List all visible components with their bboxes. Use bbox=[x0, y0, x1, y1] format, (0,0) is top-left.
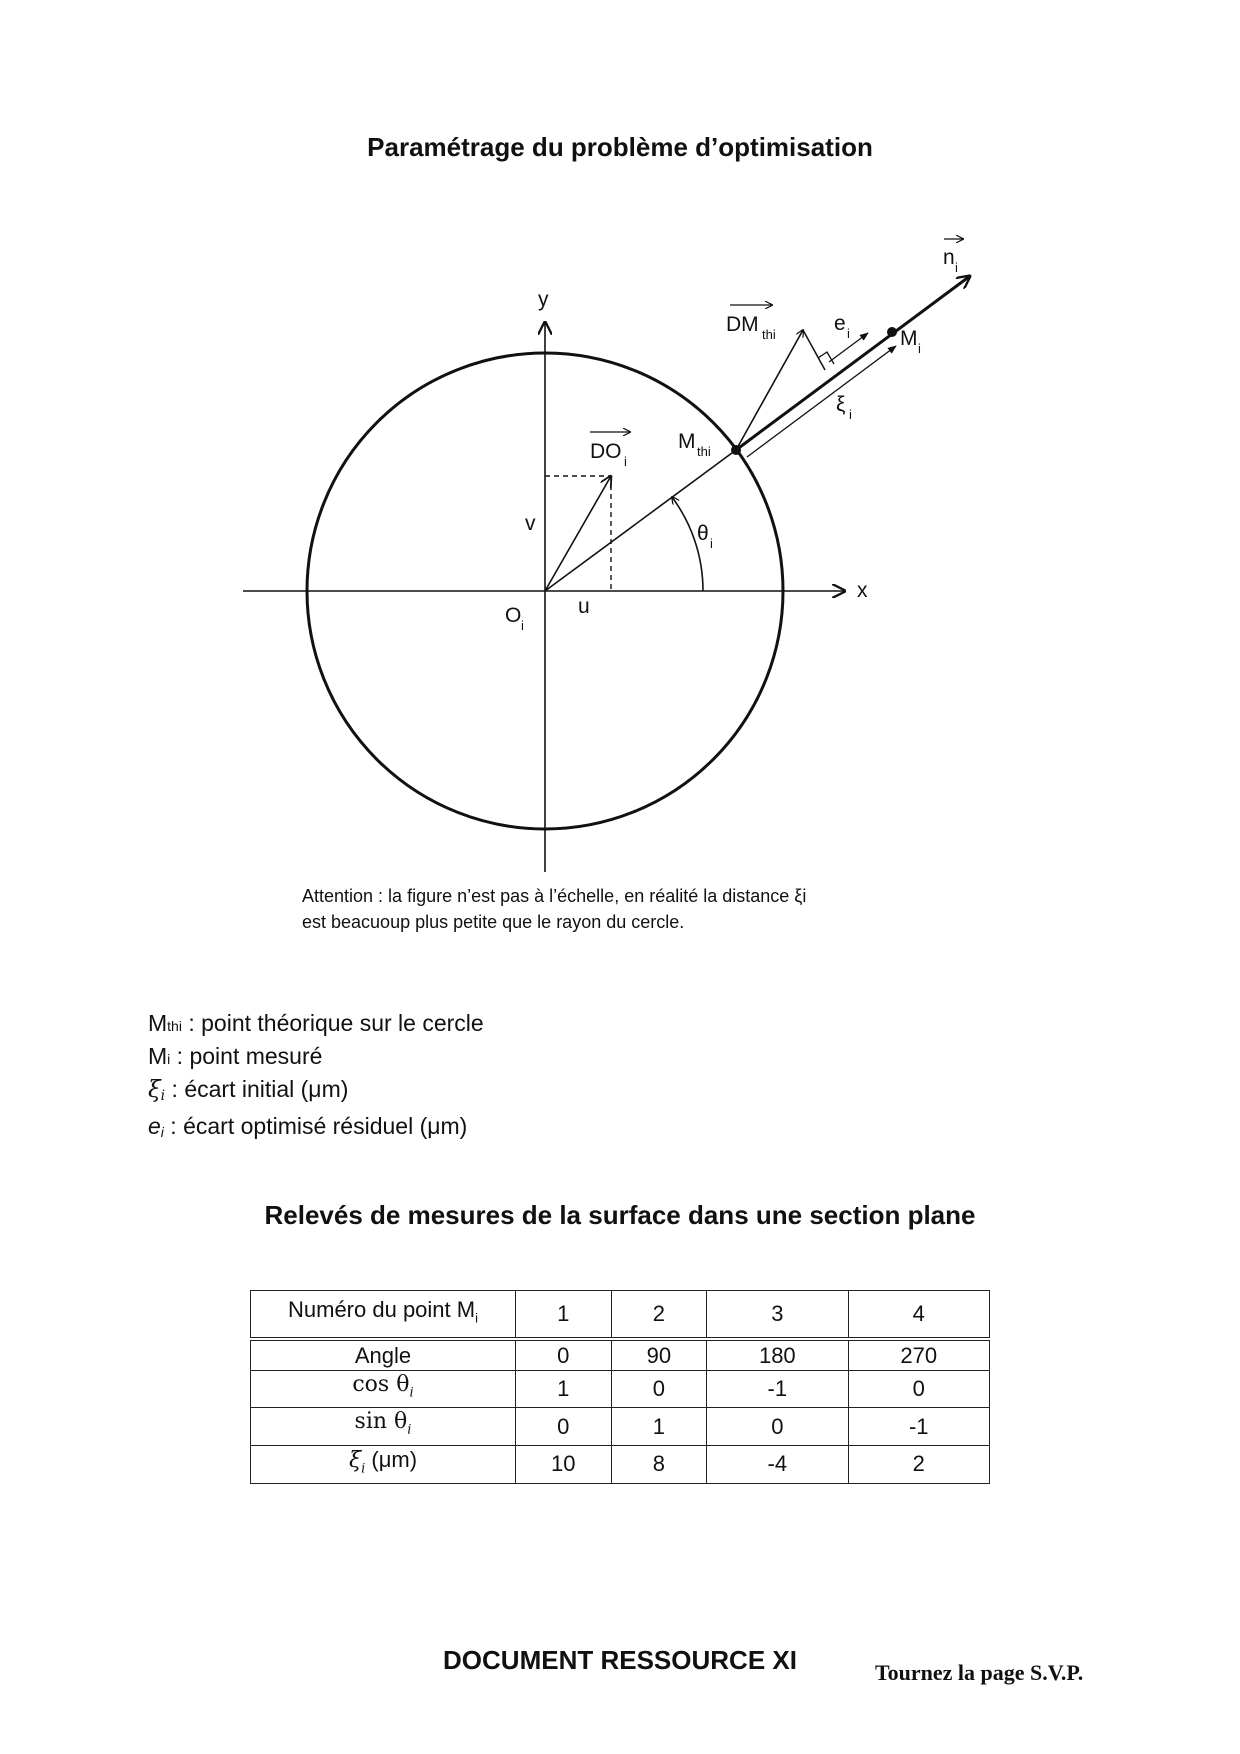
turn-page-note: Tournez la page S.V.P. bbox=[875, 1660, 1084, 1685]
label-x: x bbox=[857, 579, 868, 602]
normal-vector bbox=[736, 276, 970, 450]
legend-xi: ξi : écart initial (μm) bbox=[148, 1076, 349, 1104]
label-mth: M bbox=[678, 430, 696, 453]
table-row-xi bbox=[251, 1445, 990, 1483]
radial-line bbox=[545, 450, 736, 591]
table-cell: 10 bbox=[516, 1445, 612, 1483]
table-cell: -1 bbox=[707, 1371, 848, 1408]
label-u: u bbox=[578, 595, 590, 618]
scale-note-line-1: Attention : la figure n’est pas à l’échelle, en réalité la distance ξi bbox=[302, 886, 807, 906]
row-label-xi: $\xi_i$ (μm) bbox=[251, 1445, 516, 1483]
table-cell: -1 bbox=[848, 1408, 989, 1445]
label-xi-sub: i bbox=[849, 407, 852, 422]
label-e: e bbox=[834, 312, 846, 335]
dm-vector bbox=[736, 330, 803, 450]
header-cell: 4 bbox=[848, 1291, 989, 1340]
table-header-row bbox=[251, 1291, 990, 1340]
row-label-cos: $\cos \theta_i$ bbox=[251, 1371, 516, 1408]
do-vector bbox=[545, 476, 611, 591]
header-cell: 1 bbox=[516, 1291, 612, 1340]
legend-mthi: Mthi : point théorique sur le cercle bbox=[148, 1010, 484, 1036]
label-m-sub: i bbox=[918, 341, 921, 356]
page-title: Paramétrage du problème d’optimisation bbox=[367, 132, 873, 162]
point-mi bbox=[887, 327, 897, 337]
label-xi: ξ bbox=[836, 393, 846, 416]
label-n: n bbox=[943, 246, 955, 269]
notation-legend bbox=[148, 1008, 484, 1147]
section-title: Relevés de mesures de la surface dans une section plane bbox=[264, 1200, 976, 1230]
label-do: DO bbox=[590, 440, 622, 463]
table-cell: 0 bbox=[848, 1371, 989, 1408]
label-e-sub: i bbox=[847, 326, 850, 341]
table-cell: 0 bbox=[516, 1408, 612, 1445]
label-theta-sub: i bbox=[710, 536, 713, 551]
table-row-cos bbox=[251, 1371, 990, 1408]
legend-mi: Mi : point mesuré bbox=[148, 1043, 323, 1069]
table-cell: 8 bbox=[611, 1445, 707, 1483]
measurement-table bbox=[250, 1290, 990, 1484]
table-cell: 180 bbox=[707, 1339, 848, 1371]
label-dm-sub: thi bbox=[762, 327, 776, 342]
label-m: M bbox=[900, 327, 918, 350]
label-y: y bbox=[538, 288, 549, 311]
table-cell: 90 bbox=[611, 1339, 707, 1371]
table-cell: 1 bbox=[516, 1371, 612, 1408]
table-row-sin bbox=[251, 1408, 990, 1445]
legend-ei: ei : écart optimisé résiduel (μm) bbox=[148, 1113, 468, 1140]
table-cell: -4 bbox=[707, 1445, 848, 1483]
label-mth-sub: thi bbox=[697, 444, 711, 459]
row-label-sin: $\sin \theta_i$ bbox=[251, 1408, 516, 1445]
perpendicular-line bbox=[803, 330, 825, 370]
label-v: v bbox=[525, 512, 536, 535]
table-row-angle bbox=[251, 1339, 990, 1371]
table-cell: 0 bbox=[516, 1339, 612, 1371]
label-dm: DM bbox=[726, 313, 759, 336]
scale-note-line-2: est beacuoup plus petite que le rayon du cercle. bbox=[302, 912, 685, 932]
table-cell: 0 bbox=[707, 1408, 848, 1445]
header-cell: 3 bbox=[707, 1291, 848, 1340]
label-do-sub: i bbox=[624, 454, 627, 469]
table-cell: 270 bbox=[848, 1339, 989, 1371]
label-n-sub: i bbox=[955, 260, 958, 275]
header-label-cell: Numéro du point $M_i$ bbox=[251, 1291, 516, 1340]
row-label-angle: Angle bbox=[251, 1339, 516, 1371]
scale-note bbox=[302, 883, 806, 935]
label-origin: O bbox=[505, 604, 522, 627]
header-cell: 2 bbox=[611, 1291, 707, 1340]
document-footer-title: DOCUMENT RESSOURCE XI bbox=[443, 1645, 797, 1675]
label-origin-sub: i bbox=[521, 618, 524, 633]
table-cell: 2 bbox=[848, 1445, 989, 1483]
point-mthi bbox=[731, 445, 741, 455]
table-cell: 1 bbox=[611, 1408, 707, 1445]
label-theta: θ bbox=[697, 522, 709, 545]
table-cell: 0 bbox=[611, 1371, 707, 1408]
